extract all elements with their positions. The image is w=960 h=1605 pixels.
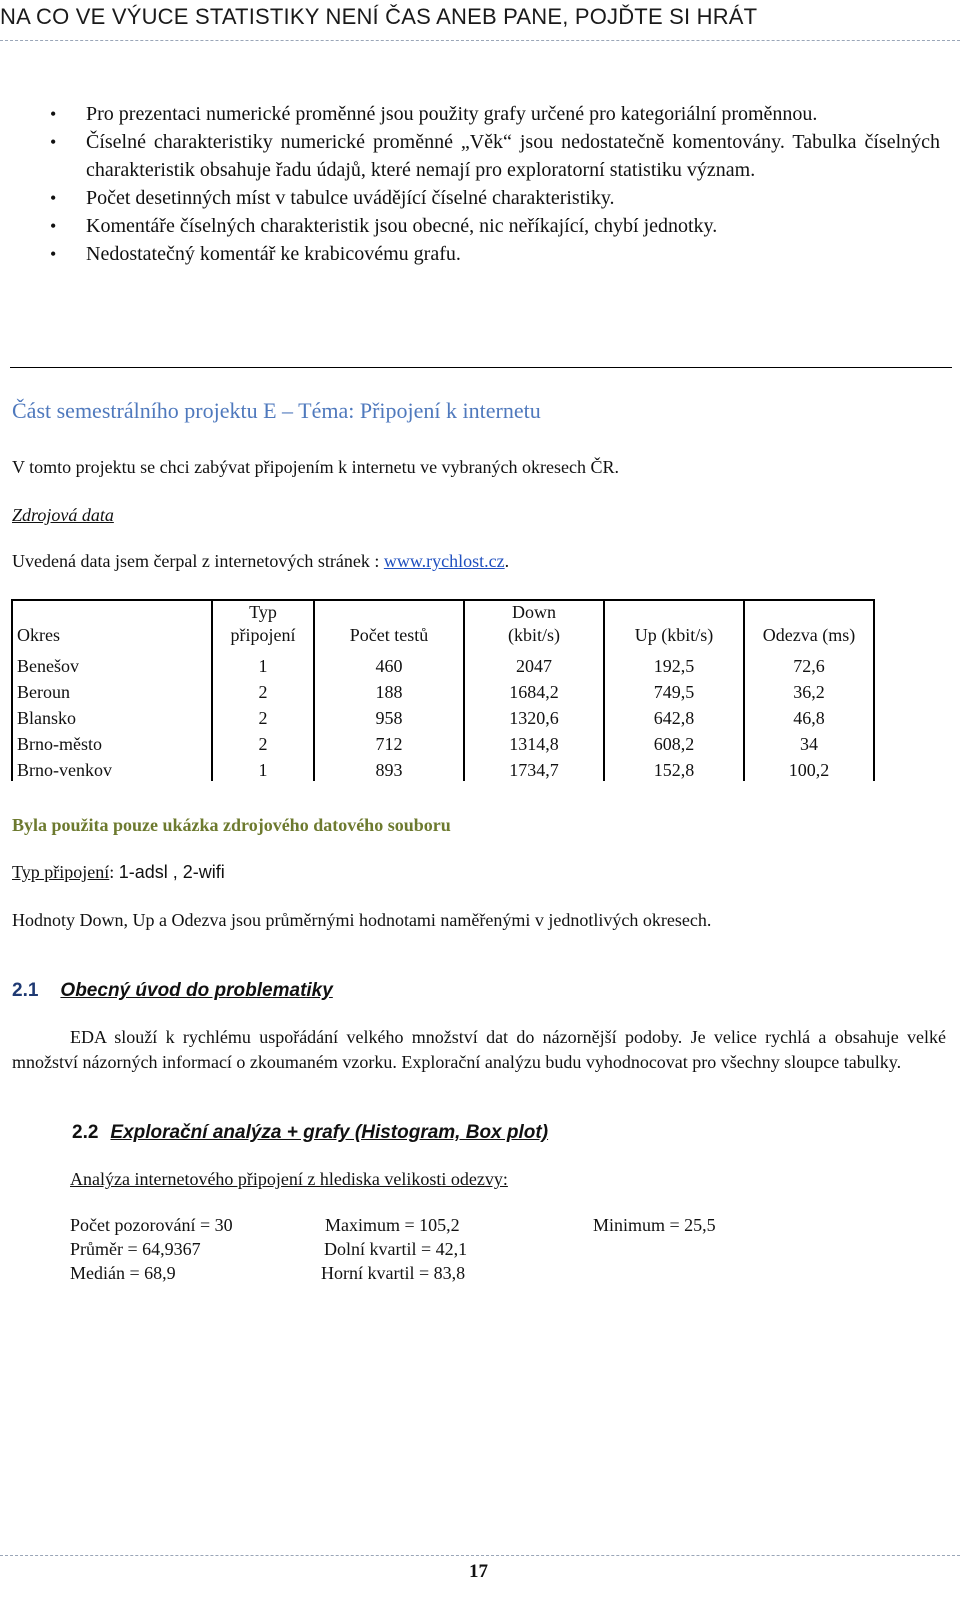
header-typ: [212, 600, 314, 651]
heading-2-2-number: 2.2: [72, 1122, 99, 1143]
header-down: [464, 600, 604, 651]
cell-pocet: 958: [314, 703, 464, 729]
intro-paragraph: V tomto projektu se chci zabývat připojením k internetu ve vybraných okresech ČR.: [12, 457, 620, 477]
cell-pocet: 460: [314, 651, 464, 677]
cell-down: 1314,8: [464, 729, 604, 755]
stat-median: Medián = 68,9: [70, 1263, 176, 1283]
source-link[interactable]: www.rychlost.cz: [383, 551, 505, 571]
analysis-title: Analýza internetového připojení z hlediska velikosti odezvy:: [70, 1169, 508, 1189]
cell-okres: Blansko: [12, 703, 212, 729]
cell-down: 2047: [464, 651, 604, 677]
table-row: [12, 729, 874, 755]
bullet-item: • Počet desetinných míst v tabulce uvádějící číselné charakteristiky.: [40, 184, 940, 212]
header-title: NA CO VE VÝUCE STATISTIKY NENÍ ČAS ANEB PANE, POJĎTE SI HRÁT: [0, 4, 758, 29]
stat-count: Počet pozorování = 30: [70, 1215, 233, 1235]
cell-up: 192,5: [604, 651, 744, 677]
cell-pocet: 712: [314, 729, 464, 755]
cell-up: 642,8: [604, 703, 744, 729]
cell-down: 1734,7: [464, 755, 604, 781]
section-title: Část semestrálního projektu E – Téma: Připojení k internetu: [12, 398, 541, 423]
cell-typ: 1: [212, 755, 314, 781]
cell-down: 1684,2: [464, 677, 604, 703]
stat-min: Minimum = 25,5: [593, 1215, 716, 1235]
cell-up: 608,2: [604, 729, 744, 755]
stat-max: Maximum = 105,2: [325, 1215, 460, 1235]
bullet-item: • Komentáře číselných charakteristik jsou obecné, nic neříkající, chybí jednotky.: [40, 212, 940, 240]
connection-type-values: 1-adsl , 2-wifi: [118, 862, 225, 882]
footer-rule: [0, 1555, 960, 1556]
table-row: [12, 755, 874, 781]
connection-type-label: Typ připojení: [12, 862, 110, 882]
stat-q1: Dolní kvartil = 42,1: [324, 1239, 468, 1259]
cell-okres: Brno-město: [12, 729, 212, 755]
header-odezva: Odezva (ms): [744, 600, 874, 651]
cell-odezva: 72,6: [744, 651, 874, 677]
header-typ-line2: připojení: [230, 625, 296, 645]
cell-typ: 2: [212, 703, 314, 729]
stat-mean: Průměr = 64,9367: [70, 1239, 201, 1259]
table-row: [12, 703, 874, 729]
heading-2-2-title: Explorační analýza + grafy (Histogram, Box plot): [110, 1122, 549, 1143]
table-row: [12, 677, 874, 703]
bullet-item: • Pro prezentaci numerické proměnné jsou použity grafy určené pro kategoriální proměnnou.: [40, 100, 940, 128]
cell-odezva: 100,2: [744, 755, 874, 781]
connection-type-legend: [12, 862, 225, 883]
cell-okres: Brno-venkov: [12, 755, 212, 781]
cell-odezva: 34: [744, 729, 874, 755]
cell-okres: Beroun: [12, 677, 212, 703]
heading-2-1-number: 2.1: [12, 980, 39, 1001]
page-footer: [0, 1555, 960, 1605]
cell-typ: 1: [212, 651, 314, 677]
stat-q3: Horní kvartil = 83,8: [321, 1263, 466, 1283]
source-text: Uvedená data jsem čerpal z internetových stránek :: [12, 551, 384, 571]
header-down-line1: Down: [512, 602, 556, 622]
cell-down: 1320,6: [464, 703, 604, 729]
header-okres: Okres: [12, 600, 212, 651]
cell-odezva: 36,2: [744, 677, 874, 703]
source-paragraph: [12, 551, 509, 572]
bullet-item: • Číselné charakteristiky numerické proměnné „Věk“ jsou nedostatečně komentovány. Tabulka číselných charakteristik obsahuje řadu údajů, které nemají pro exploratorní statistiku význam.: [40, 128, 940, 184]
header-typ-line1: Typ: [249, 602, 277, 622]
header-pocet: Počet testů: [314, 600, 464, 651]
header-rule: [0, 40, 960, 42]
cell-pocet: 188: [314, 677, 464, 703]
cell-odezva: 46,8: [744, 703, 874, 729]
cell-okres: Benešov: [12, 651, 212, 677]
sample-note: Byla použita pouze ukázka zdrojového datového souboru: [12, 815, 451, 835]
table-row: [12, 651, 874, 677]
section-divider: [10, 367, 952, 368]
page-header: [0, 4, 960, 40]
cell-up: 152,8: [604, 755, 744, 781]
source-data-label: Zdrojová data: [12, 505, 114, 525]
cell-typ: 2: [212, 729, 314, 755]
heading-2-1-title: Obecný úvod do problematiky: [60, 980, 333, 1001]
bullet-item: • Nedostatečný komentář ke krabicovému grafu.: [40, 240, 940, 268]
source-end: .: [504, 551, 510, 571]
connection-type-colon: :: [109, 862, 119, 882]
table-header-row: [12, 600, 874, 651]
cell-up: 749,5: [604, 677, 744, 703]
header-up: Up (kbit/s): [604, 600, 744, 651]
header-down-line2: (kbit/s): [508, 625, 560, 645]
heading-2-1: [12, 980, 333, 1002]
cell-typ: 2: [212, 677, 314, 703]
data-table: [11, 599, 875, 781]
cell-pocet: 893: [314, 755, 464, 781]
heading-2-2: [72, 1122, 548, 1144]
values-note: Hodnoty Down, Up a Odezva jsou průměrnými hodnotami naměřenými v jednotlivých okresech.: [12, 910, 712, 930]
page-number: 17: [469, 1561, 488, 1582]
review-bullet-list: [40, 100, 940, 268]
eda-paragraph: EDA slouží k rychlému uspořádání velkého množství dat do názornější podoby. Je velice rychlá a obsahuje velké množství názorných informací o zkoumaném vzorku. Explorační analýzu budu vyhodnocovat pro všechny sloupce tabulky.: [12, 1027, 946, 1072]
